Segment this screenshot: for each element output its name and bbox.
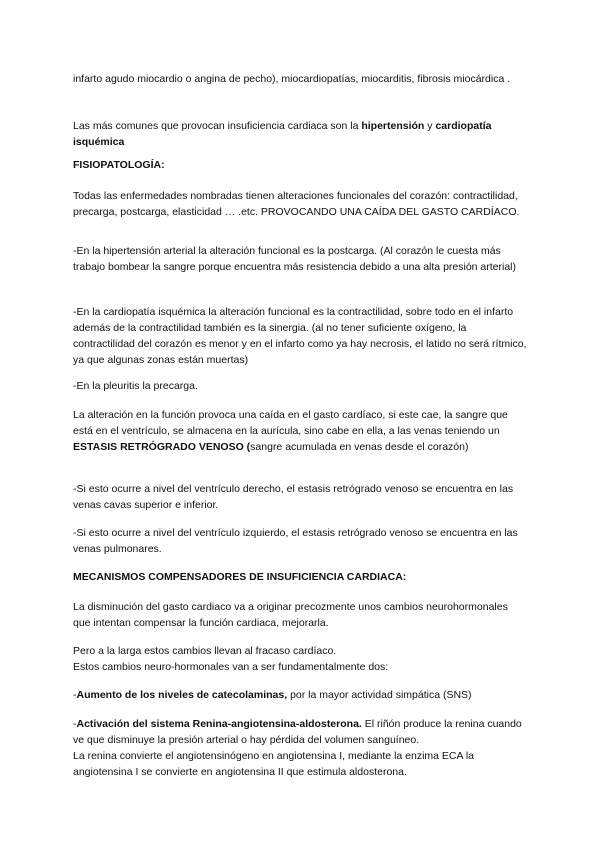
paragraph-line: Estos cambios neuro-hormonales van a ser fundamentalmente dos: xyxy=(73,661,389,673)
paragraph-text: y xyxy=(424,120,436,132)
heading-fisiopatologia: FISIOPATOLOGÍA: xyxy=(73,159,165,171)
list-dash: - xyxy=(73,718,77,730)
paragraph-text: Las más comunes que provocan insuficiencia cardiaca son la xyxy=(73,120,362,132)
paragraph-text: -En la pleuritis la precarga. xyxy=(73,380,198,392)
paragraph-text: La alteración en la función provoca una caída en el gasto cardíaco, si este cae, la sangre que está en el ventrículo, se almacena en la aurícula, sino cabe en ella, a las venas teniendo un xyxy=(73,409,508,437)
paragraph-pleuritis xyxy=(73,378,533,394)
paragraph-alterations xyxy=(73,188,521,220)
bold-term: Aumento de los niveles de catecolaminas, xyxy=(76,689,288,701)
paragraph-text: -Si esto ocurre a nivel del ventrículo izquierdo, el estasis retrógrado venoso se encuentra en las venas pulmonares. xyxy=(73,527,518,555)
paragraph-hypertension xyxy=(73,243,528,275)
paragraph-text: -En la hipertensión arterial la alteración funcional es la postcarga. (Al corazón le cuesta más trabajo bombear la sangre porque encuentra más resistencia debido a una alta presión arterial) xyxy=(73,245,517,273)
bold-term: hipertensión xyxy=(361,120,425,132)
bold-term: cardiopatía isquémica xyxy=(73,120,492,148)
paragraph-text: La renina convierte el angiotensinógeno en angiotensina I, mediante la enzima ECA la angiotensina I se convierte en angiotensina II que estimula aldosterona. xyxy=(73,750,475,778)
paragraph-text: por la mayor actividad simpática (SNS) xyxy=(287,689,472,701)
paragraph-text: infarto agudo miocardio o angina de pecho), miocardiopatías, miocarditis, fibrosis miocárdica . xyxy=(73,73,511,85)
paragraph-text: sangre acumulada en venas desde el corazón) xyxy=(250,441,469,453)
paragraph-text: Todas las enfermedades nombradas tienen alteraciones funcionales del corazón: contractilidad, precarga, postcarga, elasticidad … .etc. PROVOCANDO UNA CAÍDA DEL GASTO CARDÍACO. xyxy=(73,190,520,218)
paragraph-causes-continued xyxy=(73,71,523,87)
bold-term: Activación del sistema Renina-angiotensina-aldosterona. xyxy=(76,718,362,730)
paragraph-left-ventricle xyxy=(73,525,528,557)
paragraph-right-ventricle xyxy=(73,481,528,513)
paragraph-text: El riñón produce la renina cuando ve que disminuye la presión arterial o hay pérdida del volumen sanguíneo. xyxy=(73,718,522,746)
heading-mecanismos: MECANISMOS COMPENSADORES DE INSUFICIENCIA CARDIACA: xyxy=(73,571,407,583)
paragraph-text: -Si esto ocurre a nivel del ventrículo derecho, el estasis retrógrado venoso se encuentra en las venas cavas superior e inferior. xyxy=(73,483,514,511)
paragraph-line: Pero a la larga estos cambios llevan al fracaso cardíaco. xyxy=(73,645,337,657)
bold-term: ESTASIS RETRÓGRADO VENOSO ( xyxy=(73,441,251,453)
list-dash: - xyxy=(73,689,77,701)
paragraph-text: La disminución del gasto cardiaco va a originar precozmente unos cambios neurohormonales que intentan compensar la función cardiaca, mejorarla. xyxy=(73,601,508,629)
paragraph-cardiac-output xyxy=(73,407,528,455)
list-item-catecholamines xyxy=(73,687,528,703)
paragraph-neurohormonal xyxy=(73,599,513,631)
list-item-renin-system xyxy=(73,716,528,780)
paragraph-long-term xyxy=(73,643,528,675)
paragraph-text: -En la cardiopatía isquémica la alteración funcional es la contractilidad, sobre todo en el infarto además de la contractilidad también es la sinergia. (al no tener suficiente oxígeno, la contractilidad del corazón es menor y en el infarto como ya hay necrosis, el latido no será rítmico, ya que algunas zonas están muertas) xyxy=(73,306,527,366)
paragraph-most-common xyxy=(73,118,528,150)
paragraph-ischemic xyxy=(73,304,528,368)
